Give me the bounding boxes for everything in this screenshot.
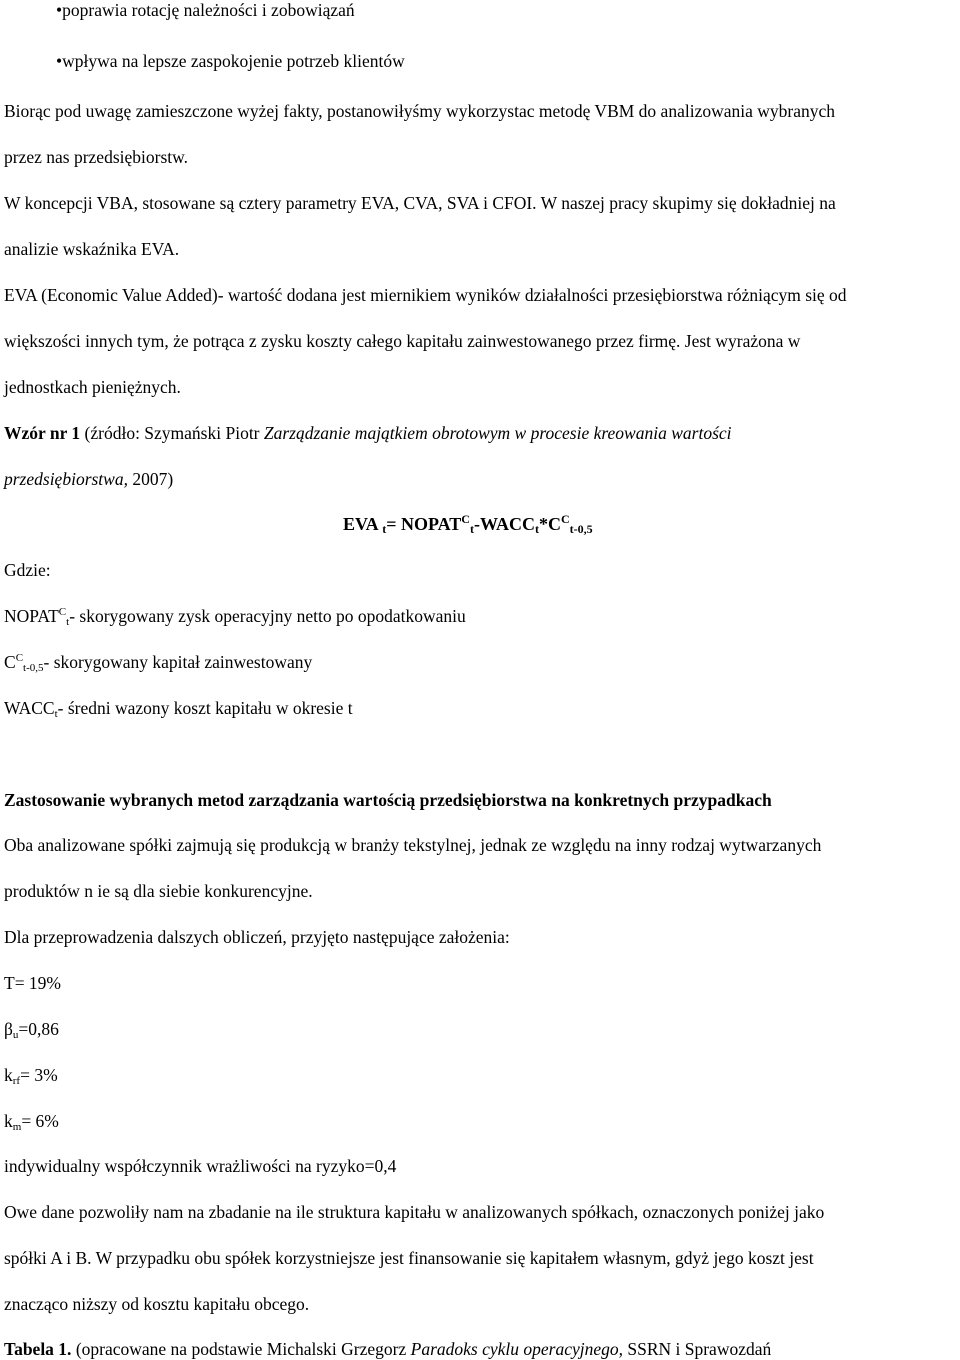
assumption-beta: $\beta_u=0,86$ bbox=[4, 1019, 59, 1041]
assumption-km: $k_m= 6\%$ bbox=[4, 1111, 59, 1133]
paragraph-line: Oba analizowane spółki zajmują się produkcją w branży tekstylnej, jednak ze względu na inny rodzaj wytwarzanych bbox=[4, 835, 822, 855]
assumption-krf: $k_{rf}= 3\%$ bbox=[4, 1065, 58, 1087]
paragraph-line: jednostkach pieniężnych. bbox=[4, 377, 181, 397]
formula-caption: Wzór nr 1 (źródło: Szymański Piotr Zarządzanie majątkiem obrotowym w procesie kreowania wartości bbox=[4, 423, 732, 443]
paragraph-line: znacząco niższy od kosztu kapitału obcego. bbox=[4, 1294, 310, 1314]
section-heading: Zastosowanie wybranych metod zarządzania wartością przedsiębiorstwa na konkretnych przypadkach bbox=[4, 790, 772, 810]
paragraph-line: analizie wskaźnika EVA. bbox=[4, 239, 180, 259]
table-caption: Tabela 1. (opracowane na podstawie Michalski Grzegorz Paradoks cyklu operacyjnego, SSRN i Sprawozdań bbox=[4, 1339, 772, 1359]
definition-nopat: $NOPAT^C_t-$ skorygowany zysk operacyjny netto po opodatkowaniu bbox=[4, 606, 466, 628]
paragraph-line: Dla przeprowadzenia dalszych obliczeń, przyjęto następujące założenia: bbox=[4, 927, 510, 947]
table-source-title: Paradoks cyklu operacyjnego, bbox=[410, 1339, 623, 1359]
paragraph-line: spółki A i B. W przypadku obu spółek korzystniejsze jest finansowanie się kapitałem własnym, gdyż jego koszt jest bbox=[4, 1248, 814, 1268]
assumption-risk: indywidualny współczynnik wrażliwości na ryzyko=0,4 bbox=[4, 1156, 397, 1176]
eva-formula: EVA $_t= NOPAT^C_t-WACC_t*C^C_{t-0,5}$ bbox=[343, 512, 593, 536]
paragraph-line: Owe dane pozwoliły nam na zbadanie na ile struktura kapitału w analizowanych spółkach, oznaczonych poniżej jako bbox=[4, 1202, 825, 1222]
table-label: Tabela 1. bbox=[4, 1339, 72, 1359]
source-title: Zarządzanie majątkiem obrotowym w procesie kreowania wartości bbox=[263, 423, 732, 443]
paragraph-line: produktów n ie są dla siebie konkurencyjne. bbox=[4, 881, 313, 901]
paragraph-line: większości innych tym, że potrąca z zysku koszty całego kapitału zainwestowanego przez firmę. Jest wyrażona w bbox=[4, 331, 801, 351]
paragraph-line: Biorąc pod uwagę zamieszczone wyżej fakty, postanowiłyśmy wykorzystac metodę VBM do analizowania wybranych bbox=[4, 101, 835, 121]
where-label: Gdzie: bbox=[4, 560, 51, 580]
assumption-tax: T= 19% bbox=[4, 973, 62, 993]
paragraph-line: EVA (Economic Value Added)- wartość dodana jest miernikiem wyników działalności przesiębiorstwa różniącym się od bbox=[4, 285, 847, 305]
bullet-item: •wpływa na lepsze zaspokojenie potrzeb klientów bbox=[56, 51, 405, 71]
bullet-item: •poprawia rotację należności i zobowiązań bbox=[56, 0, 355, 20]
definition-capital: $C^C_{t-0,5}-$ skorygowany kapitał zainwestowany bbox=[4, 652, 313, 674]
paragraph-line: W koncepcji VBA, stosowane są cztery parametry EVA, CVA, SVA i CFOI. W naszej pracy skupimy się dokładniej na bbox=[4, 193, 836, 213]
paragraph-line: przez nas przedsiębiorstw. bbox=[4, 147, 188, 167]
formula-caption-cont: przedsiębiorstwa, 2007) bbox=[4, 469, 174, 489]
definition-wacc: $WACC_t-$ średni wazony koszt kapitału w okresie t bbox=[4, 698, 353, 720]
formula-label: Wzór nr 1 bbox=[4, 423, 81, 443]
